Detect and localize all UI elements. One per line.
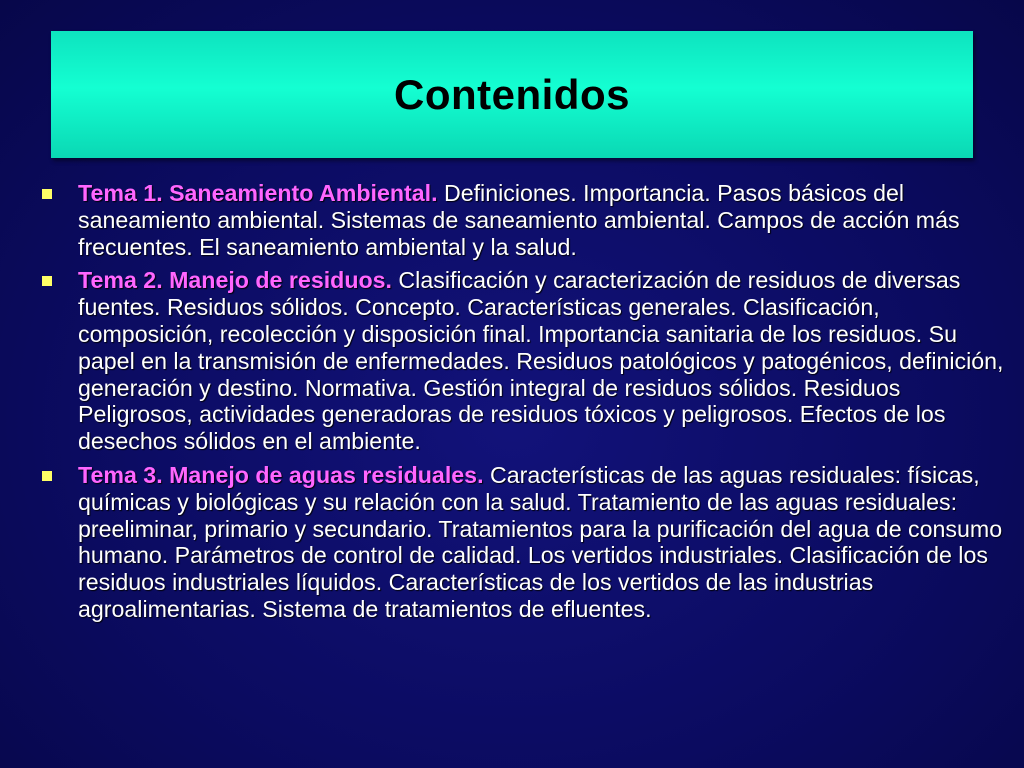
- title-box: [51, 31, 973, 158]
- topic-body: Definiciones. Importancia. Pasos básicos del saneamiento ambiental. Sistemas de saneamiento ambiental. Campos de acción más frecuentes. El saneamiento ambiental y la salud.: [78, 180, 960, 260]
- square-bullet-icon: [42, 276, 52, 286]
- topic-heading: Tema 1. Saneamiento Ambiental.: [78, 180, 438, 206]
- topic-heading: Tema 2. Manejo de residuos.: [78, 267, 392, 294]
- topic-list: [40, 180, 1005, 630]
- slide-title: Contenidos: [394, 70, 630, 118]
- square-bullet-icon: [42, 189, 52, 199]
- square-bullet-icon: [42, 471, 52, 481]
- list-item-topic-1: [40, 180, 1005, 260]
- topic-body: Clasificación y caracterización de residuos de diversas fuentes. Residuos sólidos. Concepto. Características generales. Clasificación, composición, recolección y disposición final. Importancia sanitaria de los residuos. Su papel en la transmisión de enfermedades. Residuos patológicos y patogénicos, definición, generación y destino. Normativa. Gestión integral de residuos sólidos. Residuos Peligrosos, actividades generadoras de residuos tóxicos y peligrosos. Efectos de los desechos sólidos en el ambiente.: [78, 267, 1004, 455]
- topic-heading: Tema 3. Manejo de aguas residuales.: [78, 461, 484, 488]
- list-item-topic-2: [40, 267, 1005, 455]
- list-item-topic-3: [40, 462, 1005, 623]
- topic-body: Características de las aguas residuales: físicas, químicas y biológicas y su relación con la salud. Tratamiento de las aguas residuales: preeliminar, primario y secundario. Tratamientos para la purificación del agua de consumo humano. Parámetros de control de calidad. Los vertidos industriales. Clasificación de los residuos industriales líquidos. Características de los vertidos de las industrias agroalimentarias. Sistema de tratamientos de efluentes.: [78, 461, 1003, 622]
